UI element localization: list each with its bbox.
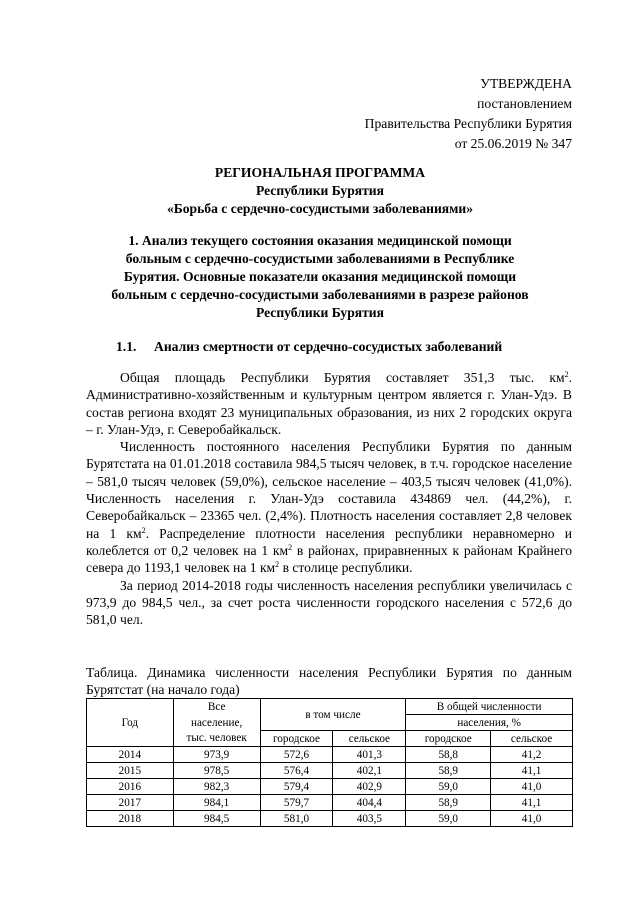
paragraph-2-text-b: . Распределение плотности населения республики неравномерно и колеблется от 0,2 человек на 1 км bbox=[86, 525, 572, 558]
superscript: 2 bbox=[141, 525, 146, 535]
section-heading-line-4: больным с сердечно-сосудистыми заболеваниями в разрезе районов bbox=[111, 287, 529, 302]
table-caption: Таблица. Динамика численности населения Республики Бурятия по данным Бурятстат (на начало года) bbox=[86, 665, 572, 697]
header-urban: городское bbox=[260, 731, 333, 747]
cell-share-rural: 41,0 bbox=[491, 811, 573, 827]
cell-urban: 576,4 bbox=[260, 763, 333, 779]
approval-stamp bbox=[365, 74, 572, 154]
header-share-urban: городское bbox=[406, 731, 491, 747]
approval-line-3: Правительства Республики Бурятия bbox=[364, 116, 572, 131]
program-title-line-2: Республики Бурятия bbox=[255, 183, 384, 198]
program-title-line-3: «Борьба с сердечно-сосудистыми заболеваниями» bbox=[166, 201, 474, 216]
paragraph-2-text-d: в столице республики. bbox=[279, 560, 413, 576]
cell-year: 2015 bbox=[87, 763, 174, 779]
cell-rural: 404,4 bbox=[333, 795, 406, 811]
paragraph-2-text-a: Численность постоянного населения Республики Бурятия по данным Бурятстата на 01.01.2018 составила 984,5 тысяч человек, в т.ч. городское население – 581,0 тысяч человек (59,0%), сельское население – 403,5 тысяч человек (41,0%). Численность населения г. Улан-Удэ составила 434869 чел. (44,2%), г. Северобайкальск – 23365 чел. (2,4%). Плотность населения составляет 2,8 человек на 1 км bbox=[86, 439, 572, 541]
subsection-number: 1.1. bbox=[116, 339, 137, 354]
table-row bbox=[87, 795, 573, 811]
cell-share-rural: 41,2 bbox=[491, 747, 573, 763]
cell-year: 2014 bbox=[87, 747, 174, 763]
paragraph-2-text-c: в районах, приравненных к районам Крайнего севера до 1193,1 человек на 1 км bbox=[86, 542, 572, 576]
approval-line-4: от 25.06.2019 № 347 bbox=[454, 136, 572, 151]
header-year: Год bbox=[87, 715, 174, 731]
paragraph-1-text-a: Общая площадь Республики Бурятия составляет 351,3 тыс. км bbox=[120, 370, 565, 385]
table-header-row bbox=[87, 699, 573, 715]
program-title-line-1: РЕГИОНАЛЬНАЯ ПРОГРАММА bbox=[214, 165, 426, 180]
body-text bbox=[86, 369, 572, 628]
subsection-title: Анализ смертности от сердечно-сосудистых заболеваний bbox=[154, 339, 503, 354]
approval-line-1: УТВЕРЖДЕНА bbox=[480, 76, 572, 91]
cell-share-urban: 58,9 bbox=[406, 763, 491, 779]
cell-urban: 581,0 bbox=[260, 811, 333, 827]
cell-urban: 579,4 bbox=[260, 779, 333, 795]
superscript: 2 bbox=[564, 370, 569, 379]
superscript: 2 bbox=[275, 560, 280, 570]
cell-share-rural: 41,1 bbox=[491, 763, 573, 779]
cell-year: 2016 bbox=[87, 779, 174, 795]
approval-line-2: постановлением bbox=[477, 96, 572, 111]
cell-urban: 572,6 bbox=[260, 747, 333, 763]
table-row bbox=[87, 779, 573, 795]
paragraph-3: За период 2014-2018 годы численность населения республики увеличилась с 973,9 до 984,5 чел., за счет роста численности городского населения с 572,6 до 581,0 чел. bbox=[86, 577, 572, 628]
header-share-line-2: населения, % bbox=[406, 715, 573, 731]
section-heading-line-3: Бурятия. Основные показатели оказания медицинской помощи bbox=[123, 269, 517, 284]
cell-share-rural: 41,1 bbox=[491, 795, 573, 811]
cell-rural: 403,5 bbox=[333, 811, 406, 827]
cell-share-urban: 58,8 bbox=[406, 747, 491, 763]
cell-share-urban: 59,0 bbox=[406, 779, 491, 795]
cell-total: 984,1 bbox=[173, 795, 260, 811]
section-heading-line-1: 1. Анализ текущего состояния оказания медицинской помощи bbox=[128, 233, 512, 248]
cell-share-urban: 58,9 bbox=[406, 795, 491, 811]
superscript: 2 bbox=[288, 542, 293, 552]
section-heading-line-2: больным с сердечно-сосудистыми заболеваниями в Республике bbox=[125, 251, 515, 266]
header-year-top bbox=[87, 699, 174, 715]
cell-total: 984,5 bbox=[173, 811, 260, 827]
cell-share-urban: 59,0 bbox=[406, 811, 491, 827]
header-share-line-1: В общей численности bbox=[406, 699, 573, 715]
table-row bbox=[87, 811, 573, 827]
paragraph-1-text-b: . Административно-хозяйственным и культурным центром является г. Улан-Удэ. В состав региона входят 23 муниципальных образования, из них 2 городских округа – г. Улан-Удэ, г. Северобайкальск. bbox=[86, 370, 572, 437]
paragraph-2 bbox=[86, 438, 572, 576]
cell-rural: 402,1 bbox=[333, 763, 406, 779]
header-including: в том числе bbox=[260, 699, 406, 731]
section-heading-line-5: Республики Бурятия bbox=[255, 305, 384, 320]
cell-urban: 579,7 bbox=[260, 795, 333, 811]
table-row bbox=[87, 763, 573, 779]
cell-year: 2018 bbox=[87, 811, 174, 827]
table-row bbox=[87, 747, 573, 763]
section-heading bbox=[60, 232, 580, 322]
cell-share-rural: 41,0 bbox=[491, 779, 573, 795]
program-title bbox=[60, 164, 580, 218]
cell-total: 978,5 bbox=[173, 763, 260, 779]
header-share-rural: сельское bbox=[491, 731, 573, 747]
paragraph-1 bbox=[86, 369, 572, 438]
header-total-line-3: тыс. человек bbox=[173, 731, 260, 747]
population-table bbox=[86, 698, 573, 827]
cell-rural: 401,3 bbox=[333, 747, 406, 763]
cell-total: 982,3 bbox=[173, 779, 260, 795]
header-year-bottom bbox=[87, 731, 174, 747]
cell-rural: 402,9 bbox=[333, 779, 406, 795]
cell-total: 973,9 bbox=[173, 747, 260, 763]
table-header-row bbox=[87, 731, 573, 747]
cell-year: 2017 bbox=[87, 795, 174, 811]
header-total-line-2: население, bbox=[173, 715, 260, 731]
header-rural: сельское bbox=[333, 731, 406, 747]
header-total-line-1: Все bbox=[173, 699, 260, 715]
subsection-heading bbox=[116, 339, 502, 355]
